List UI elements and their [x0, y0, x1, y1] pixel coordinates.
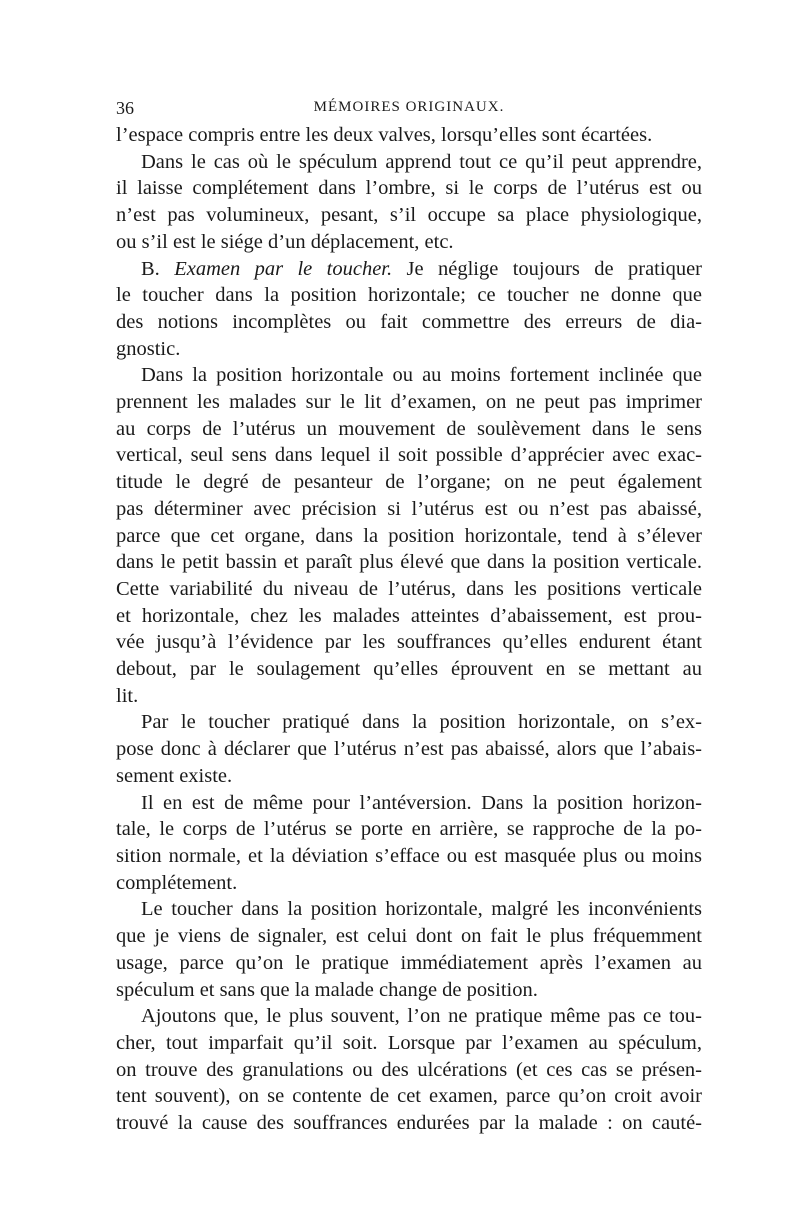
- text-line: parce que cet organe, dans la position horizontale, tend à s’élever: [116, 524, 702, 547]
- text-line: sement existe.: [116, 764, 233, 787]
- text-line: lit.: [116, 684, 139, 707]
- document-page: [116, 92, 702, 1137]
- text-line: sition normale, et la déviation s’efface ou est masquée plus ou moins: [116, 844, 702, 867]
- text-line: tale, le corps de l’utérus se porte en arrière, se rapproche de la po-: [116, 818, 702, 841]
- paragraph-ajoutons: [116, 1003, 702, 1137]
- text-line: n’est pas volumineux, pesant, s’il occupe sa place physiologique,: [116, 204, 702, 227]
- text-line: vée jusqu’à l’évidence par les souffrances qu’elles endurent étant: [116, 631, 702, 654]
- text-line: pas déterminer avec précision si l’utérus est ou n’est pas abaissé,: [116, 497, 702, 520]
- text-line: il laisse complétement dans l’ombre, si le corps de l’utérus est ou: [116, 177, 702, 200]
- text-fragment: Je néglige toujours de pratiquer: [406, 257, 703, 280]
- paragraph-examen-toucher: [116, 256, 702, 363]
- text-line: tent souvent), on se contente de cet examen, parce qu’on croit avoir: [116, 1085, 702, 1108]
- body-text: [116, 122, 702, 1137]
- section-heading: Examen par le toucher.: [174, 257, 393, 280]
- text-line: spéculum et sans que la malade change de position.: [116, 978, 538, 1001]
- section-letter: B.: [141, 257, 160, 280]
- text-line: on trouve des granulations ou des ulcérations (et ces cas se présen-: [116, 1058, 702, 1081]
- text-line: Le toucher dans la position horizontale, malgré les inconvénients: [141, 898, 702, 921]
- paragraph-continuation: [116, 122, 702, 149]
- text-line: titude le degré de pesanteur de l’organe; on ne peut également: [116, 471, 702, 494]
- text-line: et horizontale, chez les malades atteintes d’abaissement, est prou-: [116, 604, 702, 627]
- paragraph-inconvenients: [116, 896, 702, 1003]
- text-line: ou s’il est le siége d’un déplacement, etc.: [116, 230, 454, 253]
- paragraph-position-horizontale: [116, 362, 702, 709]
- running-head: [116, 92, 702, 122]
- text-line: le toucher dans la position horizontale; ce toucher ne donne que: [116, 284, 702, 307]
- text-line: Par le toucher pratiqué dans la position horizontale, on s’ex-: [141, 711, 702, 734]
- text-line: cher, tout imparfait qu’il soit. Lorsque par l’examen au spéculum,: [116, 1031, 702, 1054]
- text-line: trouvé la cause des souffrances endurées par la malade : on cauté-: [116, 1112, 702, 1135]
- text-line: Ajoutons que, le plus souvent, l’on ne pratique même pas ce tou-: [141, 1005, 702, 1028]
- text-line: complétement.: [116, 871, 238, 894]
- text-line: usage, parce qu’on le pratique immédiatement après l’examen au: [116, 951, 702, 974]
- text-line: pose donc à déclarer que l’utérus n’est pas abaissé, alors que l’abais-: [116, 738, 702, 761]
- text-line: au corps de l’utérus un mouvement de soulèvement dans le sens: [116, 417, 702, 440]
- text-line: [116, 256, 702, 283]
- text-line: Cette variabilité du niveau de l’utérus, dans les positions verticale: [116, 577, 702, 600]
- page-number: 36: [116, 98, 134, 118]
- text-line: l’espace compris entre les deux valves, lorsqu’elles sont écartées.: [116, 124, 653, 146]
- text-line: Dans la position horizontale ou au moins fortement inclinée que: [141, 364, 702, 387]
- text-line: prennent les malades sur le lit d’examen, on ne peut pas imprimer: [116, 391, 702, 414]
- running-title: MÉMOIRES ORIGINAUX.: [313, 99, 505, 115]
- paragraph-toucher-pratique: [116, 709, 702, 789]
- text-line: debout, par le soulagement qu’elles éprouvent en se mettant au: [116, 658, 702, 681]
- text-line: vertical, seul sens dans lequel il soit possible d’apprécier avec exac-: [116, 444, 702, 467]
- paragraph-anteversion: [116, 790, 702, 897]
- text-line: dans le petit bassin et paraît plus élevé que dans la position verticale.: [116, 551, 702, 574]
- text-line: des notions incomplètes ou fait commettre des erreurs de dia-: [116, 310, 702, 333]
- text-line: que je viens de signaler, est celui dont on fait le plus fréquemment: [116, 925, 702, 948]
- paragraph-speculum: [116, 149, 702, 256]
- text-line: gnostic.: [116, 337, 181, 360]
- text-line: Il en est de même pour l’antéversion. Dans la position horizon-: [141, 791, 702, 814]
- text-line: Dans le cas où le spéculum apprend tout ce qu’il peut apprendre,: [141, 150, 702, 173]
